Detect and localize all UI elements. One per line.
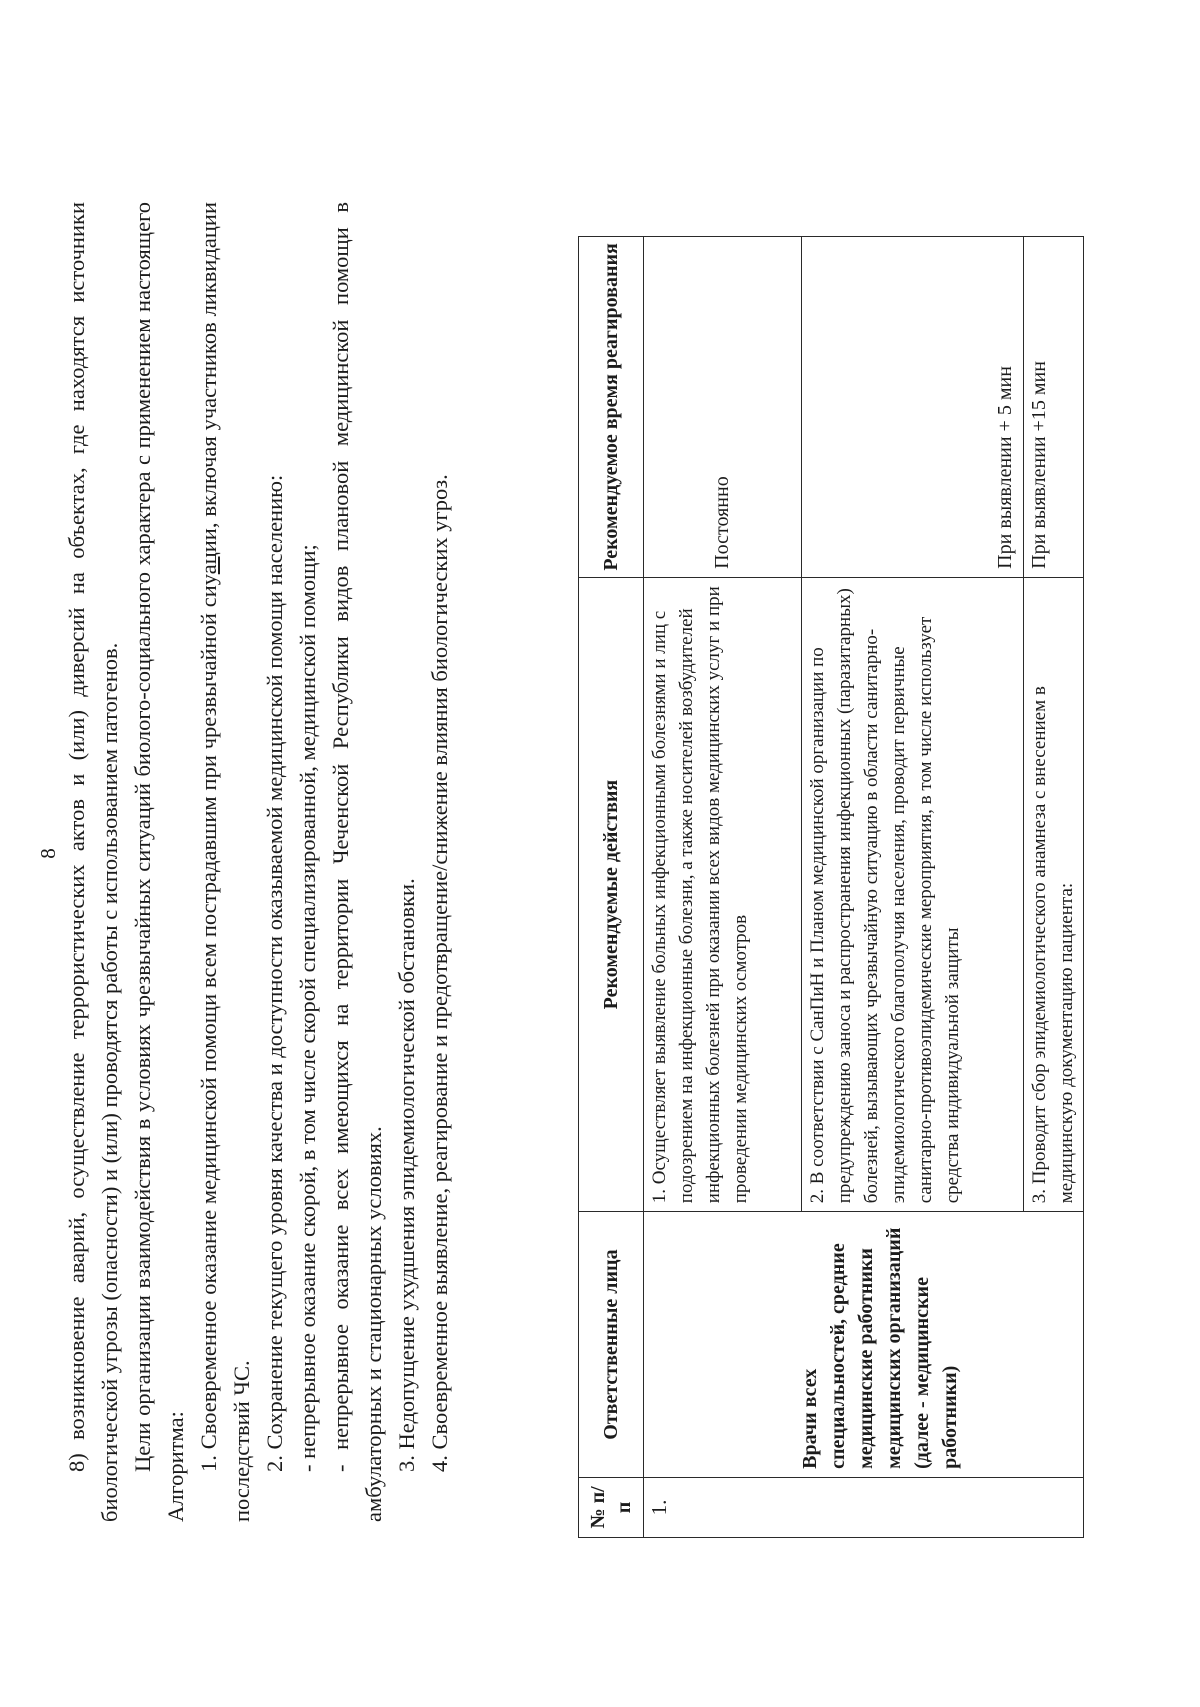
row-number: 1. [644,1477,1084,1537]
action-1: 1. Осуществляет выявление больных инфекционными болезнями и лиц с подозрением на инфекционные болезни, а также носителей возбудителей инфекционных болезней при оказании всех видов медицинских услуг и при проведении медицинских осмотров [644,577,802,1211]
table-header-row [579,237,644,1538]
goal-1-text-start: 1. Своевременное оказание медицинской помощи всем пострадавшим при чрезвычайной сиу [196,574,221,1472]
responsible-persons [644,1212,1084,1478]
time-3: При выявлении +15 мин [1024,237,1084,578]
paragraph-goal-3: 3. Недопущение ухудшения эпидемиологической обстановки. [394,878,419,1472]
time-1: Постоянно [644,237,802,578]
paragraph-goal-2-a: - непрерывное оказание скорой, в том числе скорой специализированной, медицинской помощи; [295,544,320,1472]
paragraph-goal-2-b: - непрерывное оказание всех имеющихся на территории Чеченской Республики видов плановой медицинской помощи в амбулаторных и стационарных условиях. [328,202,386,1522]
paragraph-goals-intro: Цели организации взаимодействия в условиях чрезвычайных ситуаций биолого-социального характера с применением настоящего Алгоритма: [130,202,188,1522]
paragraph-goal-1 [192,202,258,1522]
paragraph-goal-2: 2. Сохранение текущего уровня качества и доступности оказываемой медицинской помощи населению: [262,474,287,1472]
header-actions: Рекомендуемые действия [579,577,644,1211]
action-2: 2. В соответствии с СанПиН и Планом медицинской организации по предупреждению заноса и распространения инфекционных (паразитарных) болезней, вызывающих чрезвычайную ситуацию в области санитарно-эпидемиологического благополучия населения, проводит первичные санитарно-противоэпидемические мероприятия, в том числе использует средства индивидуальной защиты [802,577,1024,1211]
header-time: Рекомендуемое время реагирования [579,237,644,578]
header-number: № п/п [579,1477,644,1537]
body-text [60,202,456,1522]
header-responsible: Ответственные лица [579,1212,644,1478]
table-row [644,237,802,1538]
algorithm-table [578,236,1084,1538]
action-3: 3. Проводит сбор эпидемиологического анамнеза с внесением в медицинскую документацию пациента: [1024,577,1084,1211]
responsible-persons-text: Врачи всех специальностей, средние медицинские работники медицинских организаций (далее - медицинские работники) [799,1227,961,1469]
goal-1-text-end: ии, включая участников ликвидации последствий ЧС. [196,201,254,1522]
page-number: 8 [36,848,60,859]
paragraph-goal-4: 4. Своевременное выявление, реагирование и предотвращение/снижение влияния биологических угроз. [427,474,452,1472]
goal-1-underlined: ац [196,552,221,575]
paragraph-item-8: 8) возникновение аварий, осуществление террористических актов и (или) диверсий на объектах, где находятся источники биологической угрозы (опасности) и (или) проводятся работы с использованием патогенов. [64,202,122,1522]
time-2: При выявлении + 5 мин [802,237,1024,578]
